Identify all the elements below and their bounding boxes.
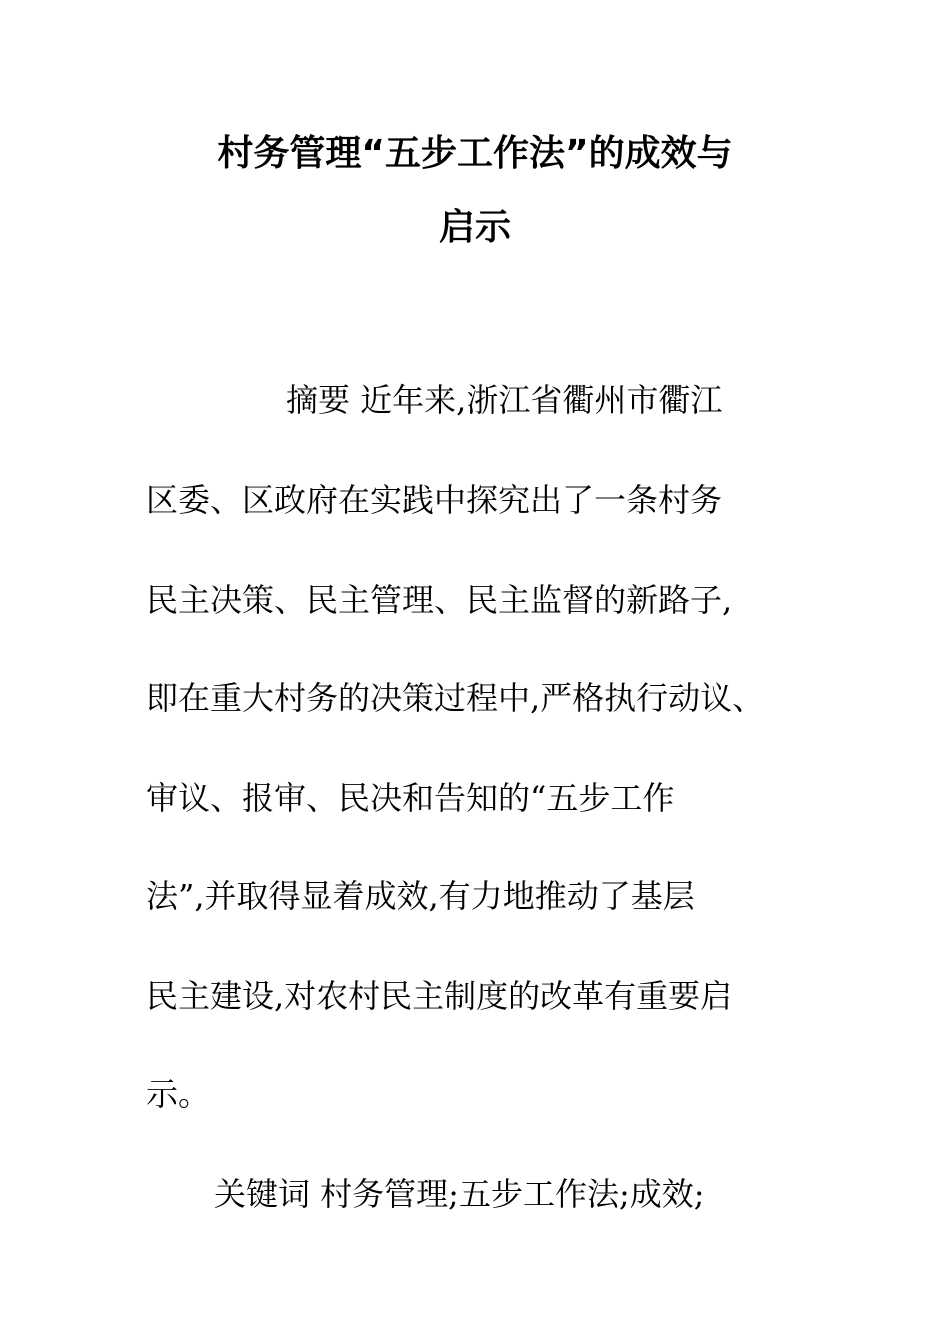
abstract-line-4: 即在重大村务的决策过程中,严格执行动议、 <box>146 679 765 717</box>
abstract-line-5: 审议、报审、民决和告知的“五步工作 <box>146 779 675 817</box>
keywords-line: 关键词 村务管理;五步工作法;成效; <box>214 1175 705 1213</box>
abstract-line-8: 示。 <box>146 1075 211 1113</box>
abstract-line-7: 民主建设,对农村民主制度的改革有重要启 <box>146 977 733 1015</box>
abstract-line-3: 民主决策、民主管理、民主监督的新路子, <box>146 581 733 619</box>
title-line-1: 村务管理“五步工作法”的成效与 <box>217 133 733 174</box>
abstract-line-6: 法”,并取得显着成效,有力地推动了基层 <box>146 877 695 915</box>
abstract-line-2: 区委、区政府在实践中探究出了一条村务 <box>146 481 723 519</box>
title-line-2: 启示 <box>438 207 511 248</box>
abstract-line-1: 摘要 近年来,浙江省衢州市衢江 <box>286 381 723 419</box>
